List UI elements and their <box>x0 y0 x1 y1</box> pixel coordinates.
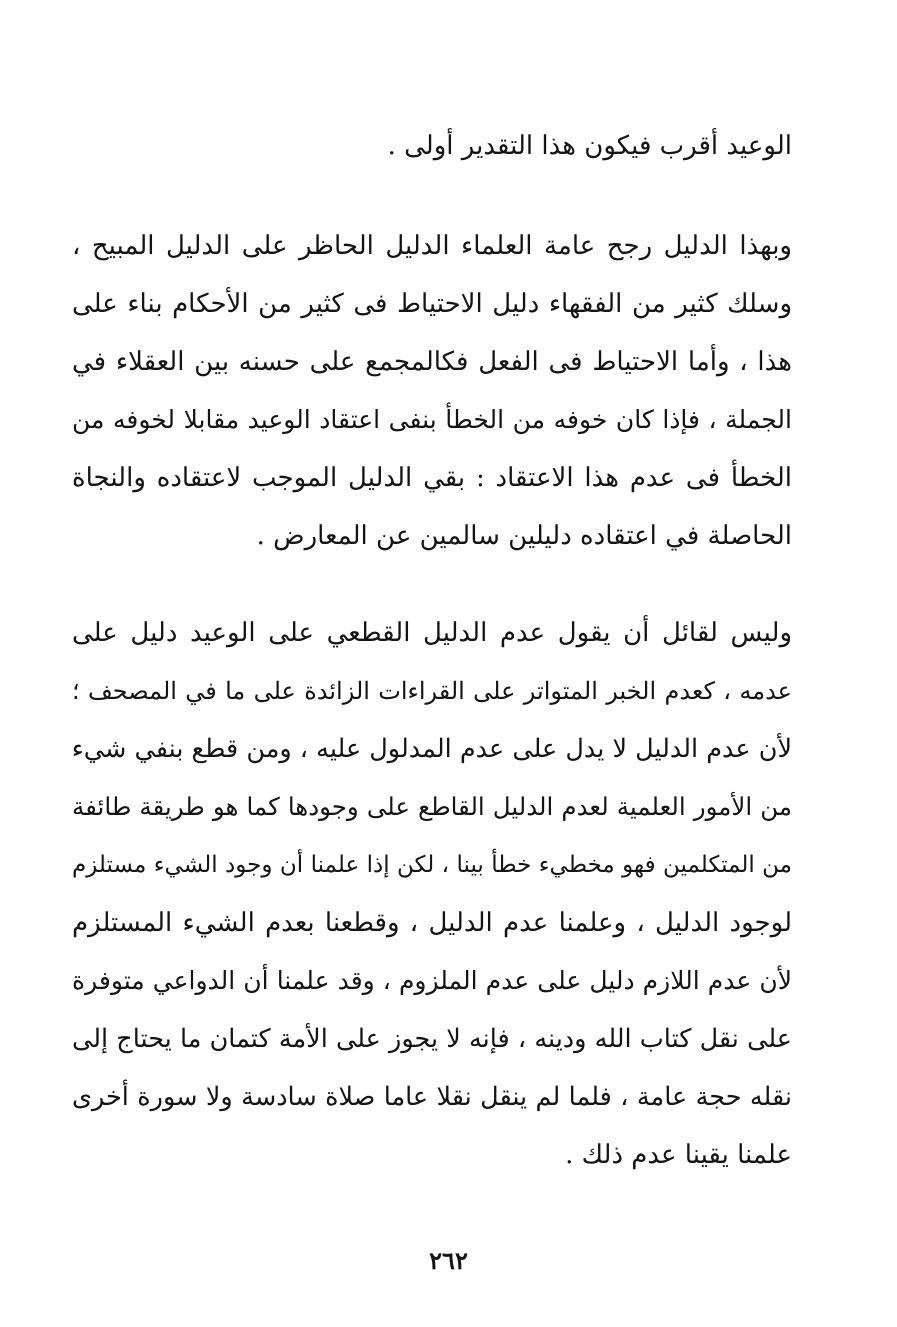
text-line: وليس لقائل أن يقول عدم الدليل القطعي على الوعيد دليل على <box>72 618 792 648</box>
text-line: عدمه ، كعدم الخبر المتواتر على القراءات الزائدة على ما في المصحف ؛ <box>72 677 792 705</box>
text-line: هذا ، وأما الاحتياط فى الفعل فكالمجمع على حسنه بين العقلاء في <box>72 347 792 377</box>
text-line: لأن عدم اللازم دليل على عدم الملزوم ، وقد علمنا أن الدواعي متوفرة <box>72 966 792 995</box>
paragraph-2 <box>72 217 792 565</box>
text-line: وبهذا الدليل رجح عامة العلماء الدليل الحاظر على الدليل المبيح ، <box>72 231 792 261</box>
text-line: من المتكلمين فهو مخطيء خطأ بينا ، لكن إذا علمنا أن وجود الشيء مستلزم <box>72 852 792 878</box>
text-line: وسلك كثير من الفقهاء دليل الاحتياط فى كثير من الأحكام بناء على <box>72 289 792 319</box>
text-line: الجملة ، فإذا كان خوفه من الخطأ بنفى اعتقاد الوعيد مقابلا لخوفه من <box>72 405 792 434</box>
paragraph-3 <box>72 604 792 1184</box>
text-line: لأن عدم الدليل لا يدل على عدم المدلول عليه ، ومن قطع بنفي شيء <box>72 734 792 764</box>
text-line: على نقل كتاب الله ودينه ، فإنه لا يجوز على الأمة كتمان ما يحتاج إلى <box>72 1024 792 1054</box>
text-line: لوجود الدليل ، وعلمنا عدم الدليل ، وقطعنا بعدم الشيء المستلزم <box>72 908 792 938</box>
text-line: من الأمور العلمية لعدم الدليل القاطع على وجودها كما هو طريقة طائفة <box>72 792 792 821</box>
paragraph-1 <box>72 117 792 175</box>
text-line: الوعيد أقرب فيكون هذا التقدير أولى . <box>387 131 792 161</box>
text-line: علمنا يقينا عدم ذلك . <box>565 1140 792 1170</box>
text-line: الخطأ فى عدم هذا الاعتقاد : بقي الدليل الموجب لاعتقاده والنجاة <box>72 463 792 493</box>
text-line: نقله حجة عامة ، فلما لم ينقل نقلا عاما صلاة سادسة ولا سورة أخرى <box>72 1082 792 1112</box>
page-number: ٢٦٢ <box>429 1246 468 1275</box>
text-line: الحاصلة في اعتقاده دليلين سالمين عن المعارض . <box>256 521 792 551</box>
